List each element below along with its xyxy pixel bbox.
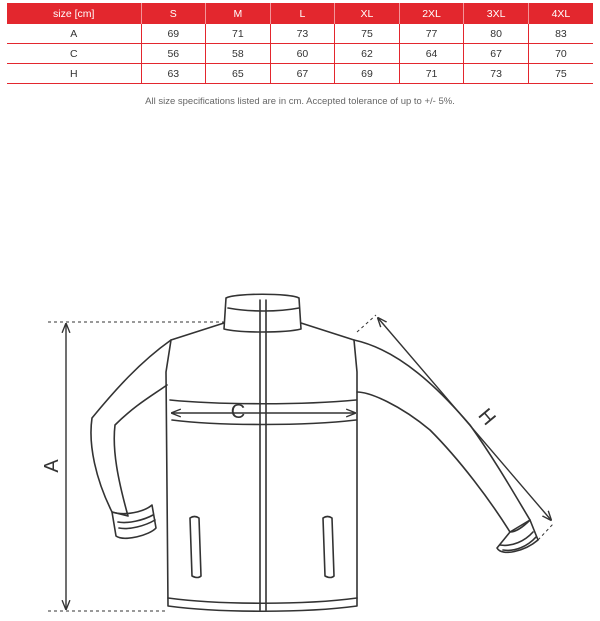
table-cell: 67 xyxy=(270,64,335,84)
table-cell: 56 xyxy=(141,44,206,64)
header-size-4xl: 4XL xyxy=(528,3,593,24)
table-cell: 69 xyxy=(335,64,400,84)
table-cell: 62 xyxy=(335,44,400,64)
table-cell: 71 xyxy=(399,64,464,84)
header-size-l: L xyxy=(270,3,335,24)
table-cell: 71 xyxy=(206,24,271,44)
dimension-lines xyxy=(66,318,551,609)
table-cell: 77 xyxy=(399,24,464,44)
table-cell: 75 xyxy=(528,64,593,84)
row-label: H xyxy=(7,64,141,84)
header-size-xl: XL xyxy=(335,3,400,24)
right-pocket xyxy=(323,517,334,578)
right-cuff xyxy=(497,520,538,552)
header-size-2xl: 2XL xyxy=(399,3,464,24)
table-cell: 67 xyxy=(464,44,529,64)
header-size-m: M xyxy=(206,3,271,24)
yoke-seam xyxy=(170,400,356,404)
header-size-3xl: 3XL xyxy=(464,3,529,24)
tolerance-note: All size specifications listed are in cm. Accepted tolerance of up to +/- 5%. xyxy=(145,96,455,107)
table-cell: 73 xyxy=(270,24,335,44)
collar xyxy=(224,294,301,332)
row-label: A xyxy=(7,24,141,44)
table-cell: 58 xyxy=(206,44,271,64)
dimension-label-c: C xyxy=(230,401,246,423)
header-size-unit: size [cm] xyxy=(7,3,141,24)
jacket-body xyxy=(166,323,357,611)
dimension-h-line xyxy=(378,318,551,520)
table-cell: 80 xyxy=(464,24,529,44)
table-cell: 69 xyxy=(141,24,206,44)
right-sleeve xyxy=(354,340,530,532)
table-cell: 83 xyxy=(528,24,593,44)
left-sleeve xyxy=(91,340,171,516)
dimension-label-h: H xyxy=(473,404,500,430)
table-cell: 64 xyxy=(399,44,464,64)
jacket-outline xyxy=(91,294,538,611)
table-cell: 63 xyxy=(141,64,206,84)
table-cell: 70 xyxy=(528,44,593,64)
table-cell: 75 xyxy=(335,24,400,44)
row-label: C xyxy=(7,44,141,64)
table-cell: 73 xyxy=(464,64,529,84)
table-cell: 60 xyxy=(270,44,335,64)
header-size-s: S xyxy=(141,3,206,24)
table-cell: 65 xyxy=(206,64,271,84)
dimension-label-a: A xyxy=(41,459,63,473)
dimension-guides xyxy=(48,315,554,611)
left-pocket xyxy=(190,517,201,578)
